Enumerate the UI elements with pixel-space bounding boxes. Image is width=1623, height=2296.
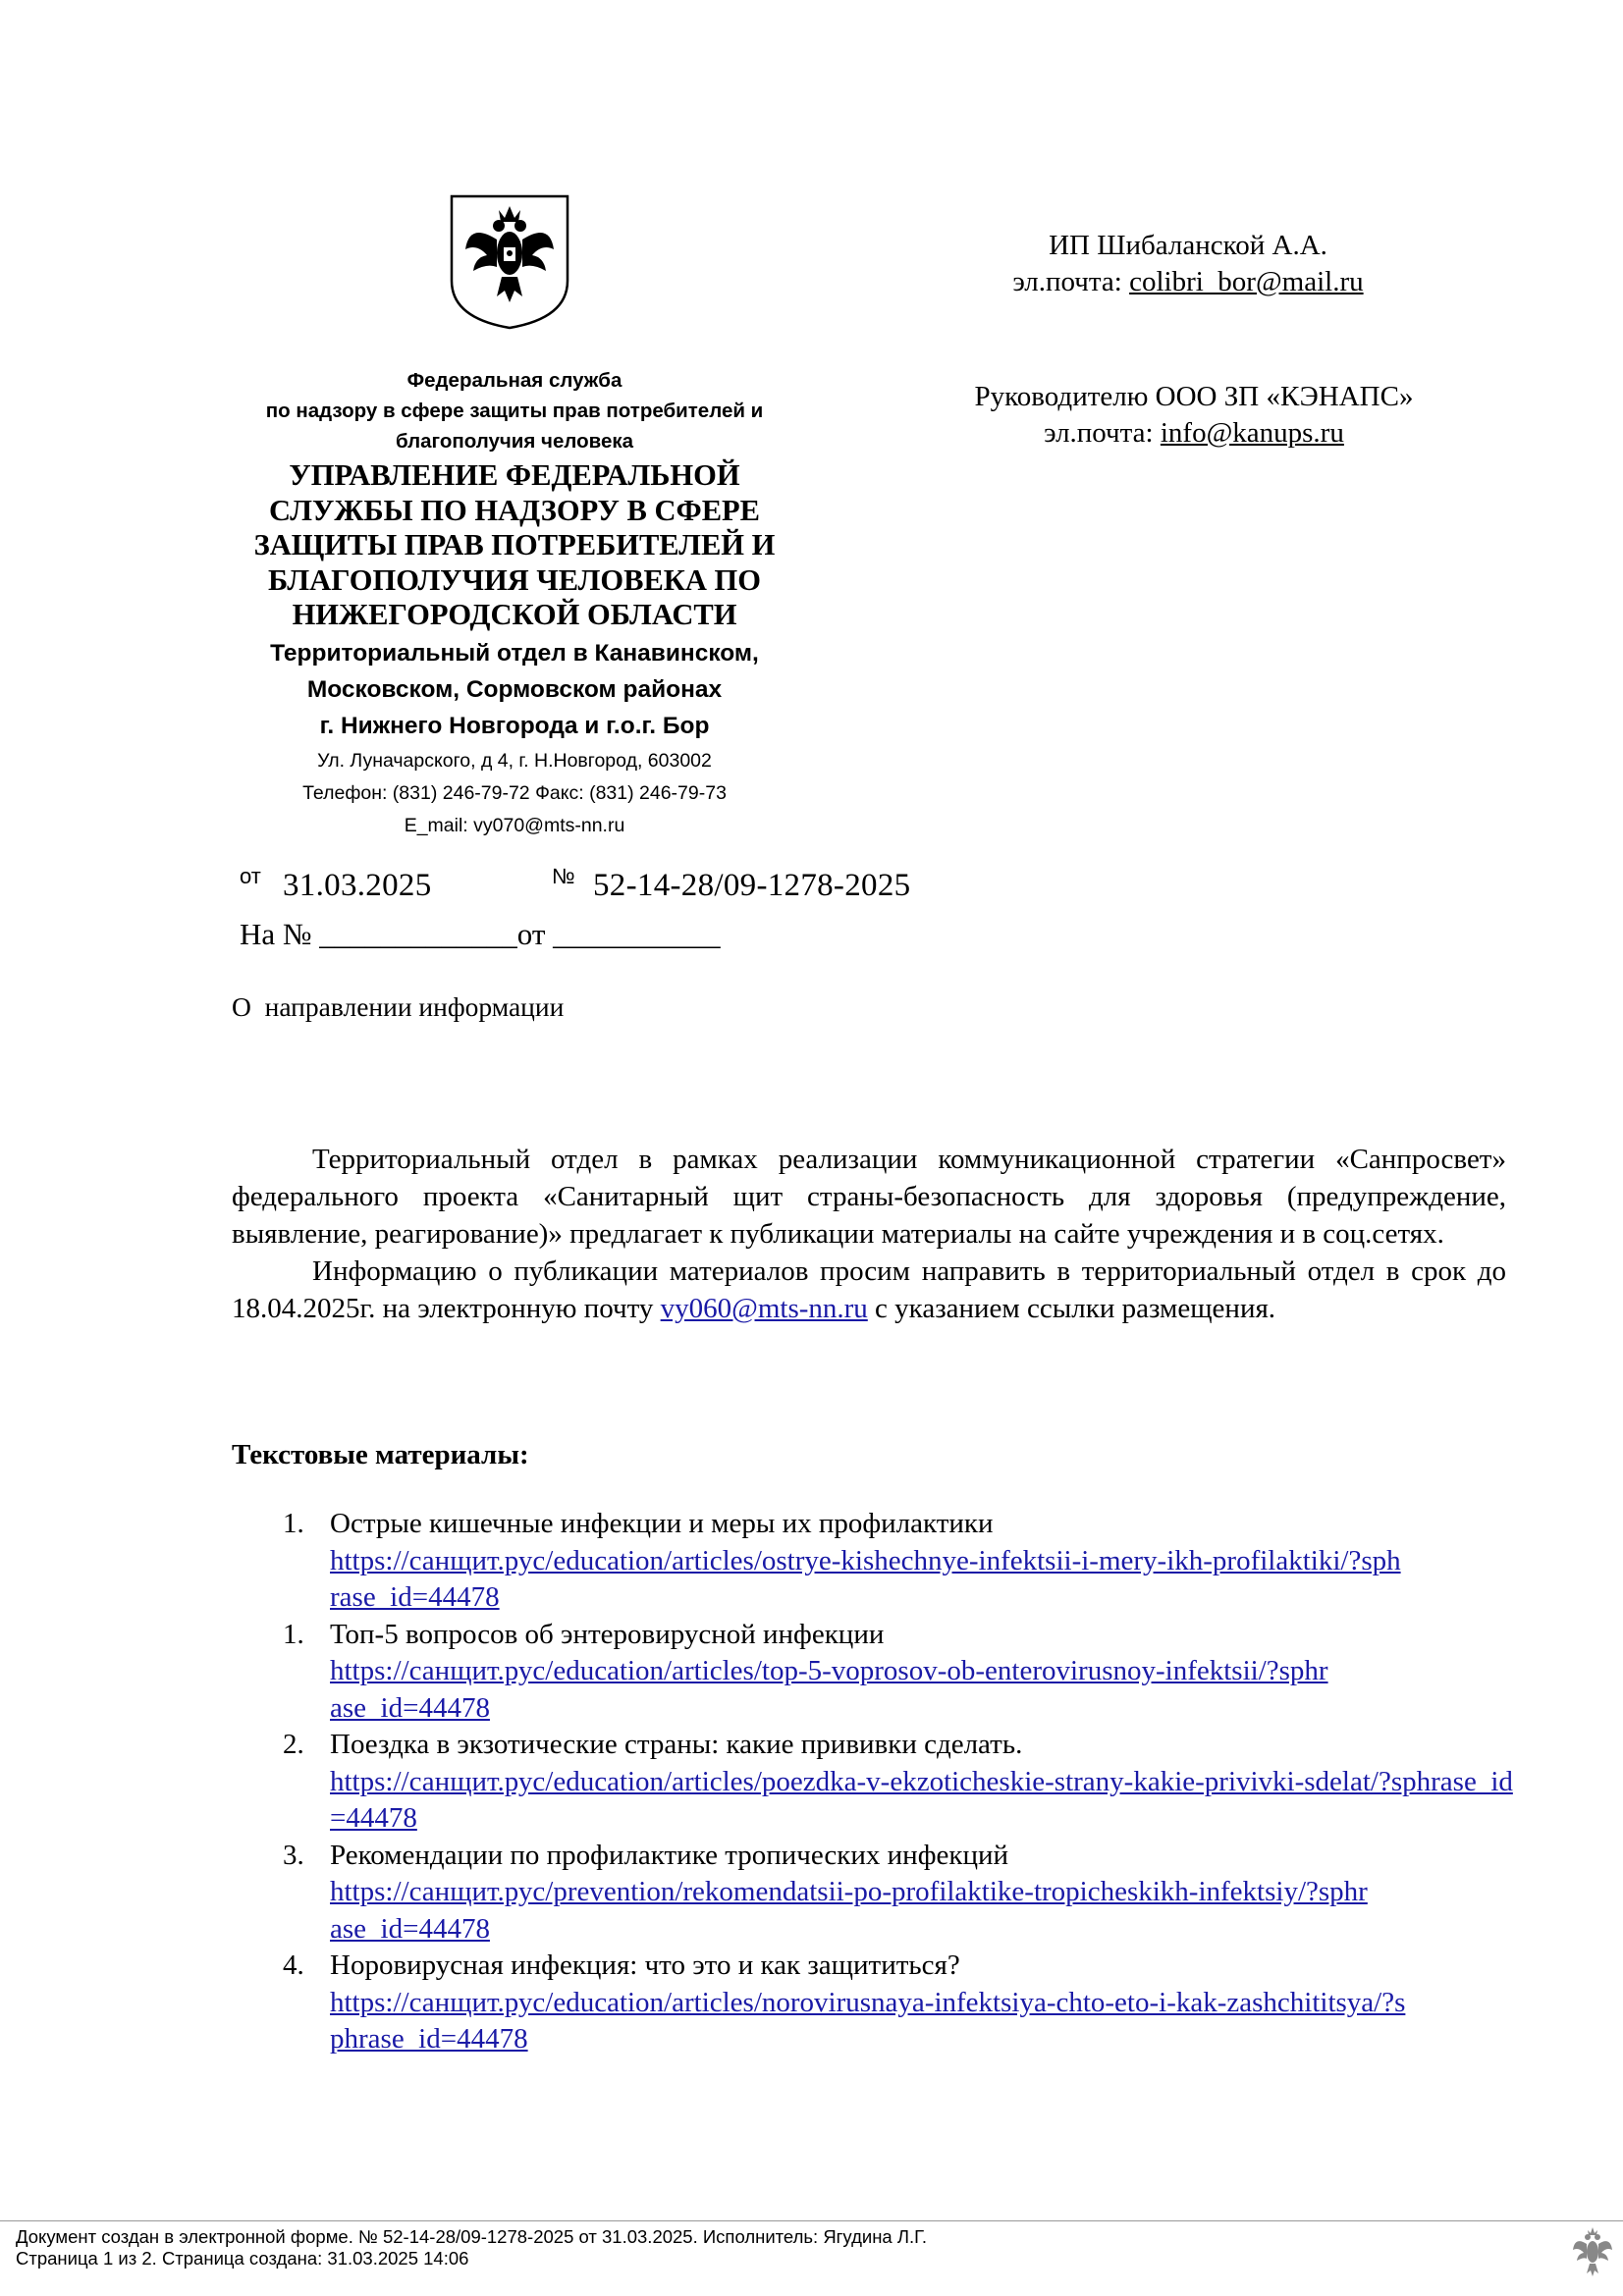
- recipient-name: Руководителю ООО ЗП «КЭНАПС»: [974, 381, 1414, 412]
- item-title: Поездка в экзотические страны: какие прививки сделать.: [330, 1729, 1023, 1760]
- document-number: 52-14-28/09-1278-2025: [593, 868, 911, 903]
- body-paragraph-2: [232, 1253, 1506, 1327]
- body-paragraph-1: Территориальный отдел в рамках реализации коммуникационной стратегии «Санпросвет» федерального проекта «Санитарный щит страны-безопасность для здоровья (предупреждение, выявление, реагирование)» предлагает к публикации материалы на сайте учреждения и в соц.сетях.: [232, 1144, 1506, 1250]
- item-link[interactable]: https://санщит.рус/education/articles/poezdka-v-ekzoticheskie-strany-kakie-privivki-sdelat/?sphrase_id=44478: [330, 1765, 1513, 1834]
- item-link[interactable]: https://санщит.рус/education/articles/top-5-voprosov-ob-enterovirusnoy-infektsii/?sphrase_id=44478: [330, 1655, 1328, 1724]
- department-line: НИЖЕГОРОДСКОЙ ОБЛАСТИ: [292, 598, 737, 631]
- coat-of-arms-emblem: [448, 192, 571, 332]
- document-date: 31.03.2025: [283, 868, 432, 903]
- territorial-line: г. Нижнего Новгорода и г.о.г. Бор: [319, 712, 710, 739]
- department-line: БЛАГОПОЛУЧИЯ ЧЕЛОВЕКА ПО: [268, 562, 761, 597]
- item-title: Норовирусная инфекция: что это и как защититься?: [330, 1949, 960, 1981]
- agency-line-1: Федеральная служба: [406, 369, 622, 392]
- recipient-email-line: [899, 415, 1488, 452]
- footer-divider: [0, 2220, 1623, 2221]
- document-footer: [16, 2226, 927, 2269]
- office-address: Ул. Луначарского, д 4, г. Н.Новгород, 603002: [317, 749, 712, 772]
- item-title: Острые кишечные инфекции и меры их профилактики: [330, 1508, 994, 1539]
- response-email-link[interactable]: vy060@mts-nn.ru: [660, 1293, 868, 1324]
- territorial-office: [234, 635, 795, 744]
- office-email: E_mail: vy070@mts-nn.ru: [404, 814, 625, 836]
- item-number: 4.: [283, 1949, 304, 1981]
- email-label: эл.почта:: [1012, 266, 1130, 297]
- agency-line-2: по надзору в сфере защиты прав потребителей и: [265, 400, 764, 422]
- recipient-email-line: [913, 264, 1463, 300]
- item-title: Топ-5 вопросов об энтеровирусной инфекции: [330, 1618, 885, 1650]
- reply-reference-line: На № _____________от ___________: [240, 917, 721, 951]
- item-number: 1.: [283, 1508, 304, 1539]
- letter-body: [232, 1141, 1506, 1327]
- list-item: [283, 1727, 1520, 1838]
- department-name: [234, 458, 795, 633]
- office-phone: Телефон: (831) 246-79-72 Факс: (831) 246-79-73: [302, 781, 727, 804]
- list-item: [283, 1838, 1520, 1949]
- recipient-email-link[interactable]: colibri_bor@mail.ru: [1129, 266, 1364, 297]
- footer-line-1: Документ создан в электронной форме. № 52-14-28/09-1278-2025 от 31.03.2025. Исполнитель: Ягудина Л.Г.: [16, 2226, 928, 2247]
- item-link[interactable]: https://санщит.рус/prevention/rekomendatsii-po-profilaktike-tropicheskikh-infektsiy/?sphrase_id=44478: [330, 1876, 1368, 1945]
- agency-header: [234, 365, 795, 841]
- recipient-name: ИП Шибаланской А.А.: [1049, 230, 1327, 261]
- item-number: 3.: [283, 1839, 304, 1871]
- agency-line-3: благополучия человека: [395, 430, 634, 453]
- materials-list: [283, 1506, 1520, 2058]
- letter-subject: О направлении информации: [232, 991, 565, 1022]
- department-line: ЗАЩИТЫ ПРАВ ПОТРЕБИТЕЛЕЙ И: [253, 528, 776, 561]
- department-line: УПРАВЛЕНИЕ ФЕДЕРАЛЬНОЙ: [289, 458, 740, 492]
- materials-heading: Текстовые материалы:: [232, 1439, 529, 1470]
- item-title: Рекомендации по профилактике тропических инфекций: [330, 1839, 1009, 1871]
- footer-line-2: Страница 1 из 2. Страница создана: 31.03.2025 14:06: [16, 2248, 469, 2269]
- territorial-line: Московском, Сормовском районах: [306, 675, 723, 703]
- recipient-1: [913, 228, 1463, 300]
- email-label: эл.почта:: [1044, 417, 1161, 449]
- footer-emblem-icon: [1567, 2222, 1618, 2281]
- from-label: от: [240, 864, 261, 888]
- item-link[interactable]: https://санщит.рус/education/articles/ostrye-kishechnye-infektsii-i-mery-ikh-profilaktiki/?sphrase_id=44478: [330, 1544, 1401, 1613]
- list-item: [283, 1617, 1520, 1728]
- paragraph-2-tail: с указанием ссылки размещения.: [867, 1293, 1276, 1324]
- item-number: 1.: [283, 1618, 304, 1650]
- item-link[interactable]: https://санщит.рус/education/articles/norovirusnaya-infektsiya-chto-eto-i-kak-zashchititsya/?sphrase_id=44478: [330, 1986, 1406, 2055]
- paragraph-2-text: Информацию о публикации материалов просим направить в территориальный отдел в срок до 18.04.2025г. на электронную почту: [232, 1255, 1506, 1324]
- recipient-email-link[interactable]: info@kanups.ru: [1160, 417, 1344, 449]
- territorial-line: Территориальный отдел в Канавинском,: [270, 639, 759, 667]
- department-line: СЛУЖБЫ ПО НАДЗОРУ В СФЕРЕ: [268, 493, 761, 527]
- list-item: [283, 1948, 1520, 2058]
- item-number: 2.: [283, 1729, 304, 1760]
- list-item: [283, 1506, 1520, 1617]
- recipient-2: [899, 379, 1488, 452]
- number-label: №: [552, 864, 575, 888]
